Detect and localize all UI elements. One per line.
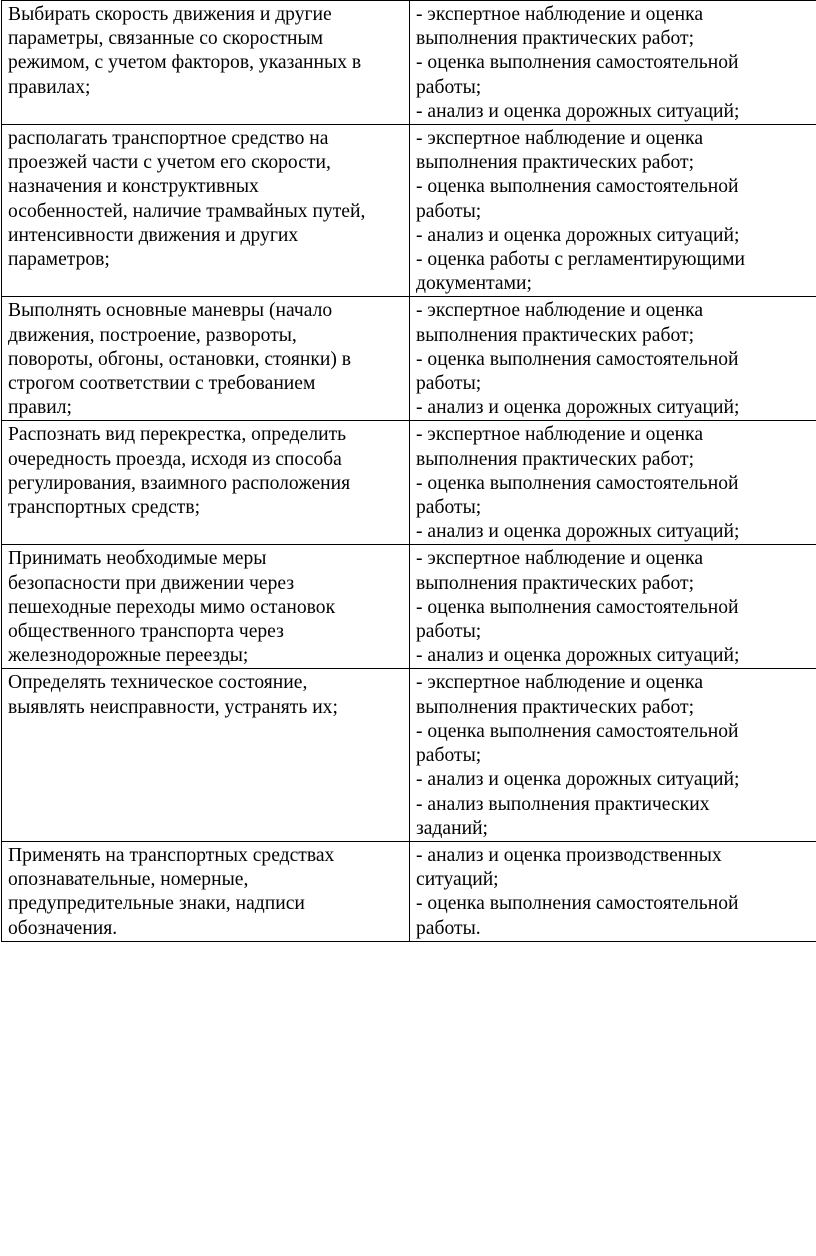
skill-text-line: пешеходные переходы мимо остановок [8, 596, 336, 618]
evaluation-text-line: выполнения практических работ; [416, 696, 695, 718]
skill-text-line: опознавательные, номерные, [8, 869, 249, 891]
table-row [2, 1, 816, 125]
skill-text-line: параметров; [8, 249, 110, 271]
skill-text-line: особенностей, наличие трамвайных путей, [8, 200, 366, 222]
evaluation-cell [410, 545, 816, 669]
evaluation-text-line: - экспертное наблюдение и оценка [416, 424, 704, 446]
evaluation-text-line: - оценка выполнения самостоятельной [416, 596, 739, 618]
evaluation-text-line: - оценка выполнения самостоятельной [416, 472, 739, 494]
skill-text-line: Принимать необходимые меры [8, 548, 267, 570]
skill-text-line: общественного транспорта через [8, 621, 284, 643]
skill-cell [2, 421, 410, 545]
skill-cell [2, 545, 410, 669]
skill-text-line: обозначения. [8, 917, 118, 939]
evaluation-text-line: - анализ и оценка дорожных ситуаций; [416, 645, 740, 667]
evaluation-text-line: - оценка работы с регламентирующими [416, 249, 745, 271]
evaluation-text-line: выполнения практических работ; [416, 28, 695, 50]
skill-text-line: очередность проезда, исходя из способа [8, 448, 342, 470]
skill-text-line: правил; [8, 397, 72, 419]
evaluation-cell [410, 297, 816, 421]
skill-text-line: транспортных средств; [8, 497, 201, 519]
evaluation-text-line: работы. [416, 917, 481, 939]
skill-text-line: Выполнять основные маневры (начало [8, 300, 333, 322]
evaluation-text-line: - оценка выполнения самостоятельной [416, 720, 739, 742]
evaluation-text-line: - экспертное наблюдение и оценка [416, 4, 704, 25]
skill-cell [2, 669, 410, 841]
table-row [2, 841, 816, 941]
skill-text-line: безопасности при движении через [8, 572, 295, 594]
skill-text-line: Распознать вид перекрестка, определить [8, 424, 347, 446]
evaluation-text-line: работы; [416, 621, 482, 643]
evaluation-cell [410, 841, 816, 941]
skill-cell [2, 297, 410, 421]
evaluation-cell [410, 669, 816, 841]
evaluation-text-line: работы; [416, 76, 482, 98]
evaluation-text-line: - анализ и оценка дорожных ситуаций; [416, 224, 740, 246]
evaluation-cell [410, 421, 816, 545]
evaluation-text-line: - оценка выполнения самостоятельной [416, 893, 739, 915]
evaluation-text-line: документами; [416, 273, 532, 295]
evaluation-text-line: - анализ и оценка дорожных ситуаций; [416, 397, 740, 419]
evaluation-text-line: - анализ и оценка дорожных ситуаций; [416, 100, 740, 122]
skill-text-line: повороты, обгоны, остановки, стоянки) в [8, 348, 352, 370]
evaluation-text-line: выполнения практических работ; [416, 324, 695, 346]
skill-cell [2, 125, 410, 297]
evaluation-text-line: заданий; [416, 817, 489, 839]
evaluation-text-line: работы; [416, 200, 482, 222]
skill-cell [2, 1, 410, 125]
skill-text-line: предупредительные знаки, надписи [8, 893, 305, 915]
table-row [2, 297, 816, 421]
evaluation-text-line: работы; [416, 373, 482, 395]
skill-text-line: интенсивности движения и других [8, 224, 299, 246]
evaluation-cell [410, 1, 816, 125]
skill-text-line: правилах; [8, 76, 91, 98]
skill-text-line: строгом соответствии с требованием [8, 373, 316, 395]
table-row [2, 545, 816, 669]
evaluation-text-line: - экспертное наблюдение и оценка [416, 672, 704, 694]
evaluation-text-line: - анализ и оценка производственных [416, 844, 722, 866]
skill-cell [2, 841, 410, 941]
table-row [2, 669, 816, 841]
skill-text-line: регулирования, взаимного расположения [8, 472, 351, 494]
evaluation-text-line: выполнения практических работ; [416, 572, 695, 594]
skill-text-line: параметры, связанные со скоростным [8, 28, 324, 50]
evaluation-cell [410, 125, 816, 297]
skill-text-line: выявлять неисправности, устранять их; [8, 696, 338, 718]
table-body [2, 1, 816, 942]
skill-text-line: проезжей части с учетом его скорости, [8, 152, 331, 174]
skill-text-line: железнодорожные переезды; [8, 645, 249, 667]
evaluation-text-line: - анализ выполнения практических [416, 793, 710, 815]
skill-text-line: Определять техническое состояние, [8, 672, 308, 694]
evaluation-text-line: - оценка выполнения самостоятельной [416, 52, 739, 74]
skill-text-line: режимом, с учетом факторов, указанных в [8, 52, 362, 74]
skill-text-line: назначения и конструктивных [8, 176, 259, 198]
evaluation-text-line: работы; [416, 745, 482, 767]
skills-evaluation-table [1, 0, 816, 942]
table-row [2, 421, 816, 545]
table-row [2, 125, 816, 297]
evaluation-text-line: выполнения практических работ; [416, 448, 695, 470]
skill-text-line: Выбирать скорость движения и другие [8, 4, 332, 25]
evaluation-text-line: - анализ и оценка дорожных ситуаций; [416, 521, 740, 543]
skill-text-line: движения, построение, развороты, [8, 324, 297, 346]
evaluation-text-line: - экспертное наблюдение и оценка [416, 300, 704, 322]
evaluation-text-line: - экспертное наблюдение и оценка [416, 548, 704, 570]
evaluation-text-line: - анализ и оценка дорожных ситуаций; [416, 769, 740, 791]
evaluation-text-line: ситуаций; [416, 869, 499, 891]
skill-text-line: располагать транспортное средство на [8, 128, 329, 150]
evaluation-text-line: выполнения практических работ; [416, 152, 695, 174]
evaluation-text-line: работы; [416, 497, 482, 519]
skill-text-line: Применять на транспортных средствах [8, 844, 335, 866]
evaluation-text-line: - экспертное наблюдение и оценка [416, 128, 704, 150]
evaluation-text-line: - оценка выполнения самостоятельной [416, 348, 739, 370]
evaluation-text-line: - оценка выполнения самостоятельной [416, 176, 739, 198]
